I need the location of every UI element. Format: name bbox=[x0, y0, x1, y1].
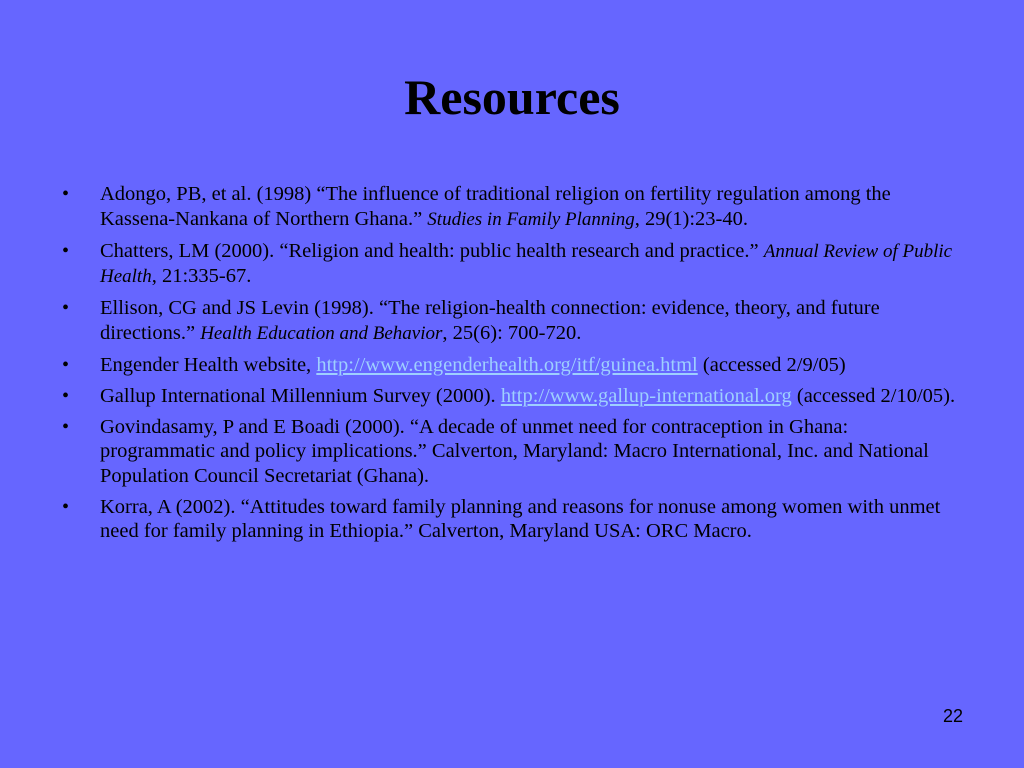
reference-text: Engender Health website, bbox=[100, 353, 317, 376]
bullet-icon: • bbox=[62, 384, 70, 407]
reference-item bbox=[62, 239, 967, 290]
reference-citation: (accessed 2/9/05) bbox=[697, 353, 846, 376]
bullet-icon: • bbox=[62, 297, 70, 319]
reference-text: Chatters, LM (2000). “Religion and health: public health research and practice.” bbox=[100, 239, 764, 262]
slide-title: Resources bbox=[404, 69, 620, 125]
reference-citation: , 25(6): 700-720. bbox=[442, 321, 582, 344]
reference-item bbox=[62, 182, 967, 232]
reference-citation: , 29(1):23-40. bbox=[634, 207, 749, 230]
engenderhealth-link[interactable]: http://www.engenderhealth.org/itf/guinea.html bbox=[316, 353, 698, 376]
reference-item bbox=[62, 384, 967, 409]
bullet-icon: • bbox=[62, 495, 70, 518]
references-list bbox=[62, 182, 967, 550]
reference-text: Korra, A (2002). “Attitudes toward family planning and reasons for nonuse among women with unmet need for family planning in Ethiopia.” Calverton, Maryland USA: ORC Macro. bbox=[100, 495, 941, 542]
bullet-icon: • bbox=[62, 353, 70, 376]
reference-text: Gallup International Millennium Survey (2000). bbox=[100, 384, 501, 407]
journal-title: Annual Review of Public Health bbox=[100, 240, 953, 287]
reference-citation: , 21:335-67. bbox=[151, 265, 252, 287]
reference-text: Ellison, CG and JS Levin (1998). “The religion-health connection: evidence, theory, and future directions.” bbox=[100, 297, 880, 344]
reference-item bbox=[62, 415, 967, 489]
journal-title: Studies in Family Planning bbox=[427, 208, 635, 230]
reference-item bbox=[62, 296, 967, 346]
bullet-icon: • bbox=[62, 239, 70, 262]
bullet-icon: • bbox=[62, 183, 70, 205]
reference-citation: (accessed 2/10/05). bbox=[791, 384, 956, 407]
gallup-link[interactable]: http://www.gallup-international.org bbox=[500, 384, 792, 407]
page-number: 22 bbox=[942, 706, 963, 726]
reference-text: Govindasamy, P and E Boadi (2000). “A decade of unmet need for contraception in Ghana: programmatic and policy implications.” Calverton, Maryland: Macro International, Inc. and National Population Council Secretariat (Ghana). bbox=[100, 415, 929, 487]
bullet-icon: • bbox=[62, 415, 70, 438]
reference-item bbox=[62, 495, 967, 544]
journal-title: Health Education and Behavior bbox=[200, 322, 443, 344]
reference-item bbox=[62, 353, 967, 378]
reference-text: Adongo, PB, et al. (1998) “The influence of traditional religion on fertility regulation among the Kassena-Nankana of Northern Ghana.” bbox=[100, 183, 891, 230]
